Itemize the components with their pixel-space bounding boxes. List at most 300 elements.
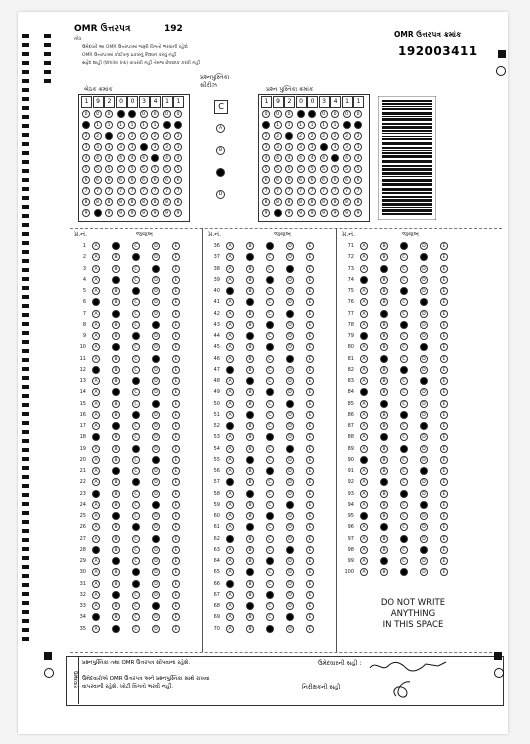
question-number: 46 bbox=[213, 355, 220, 362]
digit-bubble: 8 bbox=[128, 198, 136, 206]
answer-bubble-a: A bbox=[226, 433, 234, 441]
answer-bubble-b bbox=[380, 557, 388, 565]
timing-mark bbox=[22, 106, 29, 110]
digit-bubble: 8 bbox=[262, 198, 270, 206]
answer-bubble-e: E bbox=[440, 456, 448, 464]
digit-bubble: 7 bbox=[262, 187, 270, 195]
digit-bubble: 9 bbox=[331, 209, 339, 217]
digit-bubble: 0 bbox=[82, 110, 90, 118]
digit-bubble: 3 bbox=[117, 143, 125, 151]
timing-mark bbox=[44, 79, 51, 83]
answer-bubble-d bbox=[420, 467, 428, 475]
timing-mark bbox=[22, 187, 29, 191]
answer-bubble-b: B bbox=[246, 310, 254, 318]
timing-mark bbox=[44, 43, 51, 47]
timing-mark bbox=[22, 484, 29, 488]
answer-bubble-e: E bbox=[440, 557, 448, 565]
answer-bubble-c: C bbox=[132, 546, 140, 554]
answer-bubble-e: E bbox=[172, 535, 180, 543]
barcode-bar bbox=[382, 116, 432, 117]
barcode-bar bbox=[382, 165, 432, 167]
timing-mark bbox=[22, 223, 29, 227]
answer-bubble-c: C bbox=[266, 568, 274, 576]
answer-bubble-c bbox=[132, 445, 140, 453]
answer-bubble-c: C bbox=[132, 276, 140, 284]
answer-bubble-e: E bbox=[306, 276, 314, 284]
answer-bubble-d: D bbox=[152, 546, 160, 554]
answer-bubble-b: B bbox=[380, 411, 388, 419]
col1-answer-header: જવાબ bbox=[136, 230, 154, 238]
timing-mark bbox=[22, 250, 29, 254]
answer-bubble-b: B bbox=[380, 568, 388, 576]
answer-bubble-c: C bbox=[132, 355, 140, 363]
digit-bubble: 8 bbox=[163, 198, 171, 206]
answer-bubble-a: A bbox=[360, 265, 368, 273]
answer-bubble-e: E bbox=[172, 433, 180, 441]
answer-bubble-e: E bbox=[440, 265, 448, 273]
question-number: 25 bbox=[79, 513, 86, 519]
answer-bubble-b: B bbox=[246, 433, 254, 441]
answer-bubble-a bbox=[226, 366, 234, 374]
digit-bubble: 5 bbox=[308, 165, 316, 173]
answer-bubble-c: C bbox=[132, 467, 140, 475]
barcode-bar bbox=[382, 136, 432, 137]
question-number: 57 bbox=[213, 479, 220, 486]
digit-bubble: 5 bbox=[174, 165, 182, 173]
answer-bubble-c: C bbox=[132, 343, 140, 351]
answer-bubble-b bbox=[112, 388, 120, 396]
digit-bubble: 8 bbox=[343, 198, 351, 206]
answer-bubble-e: E bbox=[440, 422, 448, 430]
digit-bubble: 9 bbox=[163, 209, 171, 217]
answer-bubble-c: C bbox=[400, 546, 408, 554]
question-number: 17 bbox=[79, 423, 86, 429]
question-number: 86 bbox=[347, 411, 354, 418]
answer-bubble-d: D bbox=[152, 591, 160, 599]
answer-bubble-d: D bbox=[286, 557, 294, 565]
answer-bubble-b bbox=[246, 377, 254, 385]
digit-bubble: 8 bbox=[331, 198, 339, 206]
timing-mark bbox=[22, 358, 29, 362]
answer-bubble-e: E bbox=[440, 253, 448, 261]
answer-bubble-d: D bbox=[286, 433, 294, 441]
question-number: 30 bbox=[79, 569, 86, 576]
timing-mark bbox=[22, 376, 29, 380]
timing-mark bbox=[22, 214, 29, 218]
answer-bubble-c: C bbox=[400, 355, 408, 363]
question-number: 12 bbox=[79, 366, 86, 373]
digit-bubble: 8 bbox=[151, 198, 159, 206]
timing-mark bbox=[22, 142, 29, 146]
barcode-bar bbox=[382, 118, 432, 121]
digit-bubble: 4 bbox=[274, 154, 282, 162]
digit-bubble: 5 bbox=[320, 165, 328, 173]
timing-mark bbox=[22, 268, 29, 272]
timing-mark bbox=[22, 502, 29, 506]
answer-bubble-c: C bbox=[266, 310, 274, 318]
answer-bubble-a: A bbox=[92, 242, 100, 250]
timing-mark bbox=[22, 493, 29, 497]
answer-bubble-c bbox=[400, 568, 408, 576]
answer-bubble-e: E bbox=[440, 501, 448, 509]
digit-bubble: 6 bbox=[117, 176, 125, 184]
timing-mark bbox=[22, 70, 29, 74]
question-number: 89 bbox=[347, 445, 354, 452]
answer-bubble-a: A bbox=[226, 276, 234, 284]
answer-bubble-d: D bbox=[286, 591, 294, 599]
answer-bubble-e: E bbox=[440, 467, 448, 475]
answer-bubble-a: A bbox=[360, 422, 368, 430]
digit-bubble: 7 bbox=[94, 187, 102, 195]
timing-mark bbox=[22, 331, 29, 335]
answer-bubble-d: D bbox=[152, 343, 160, 351]
question-number: 48 bbox=[213, 378, 220, 384]
digit-bubble: 5 bbox=[94, 165, 102, 173]
digit-bubble bbox=[128, 110, 136, 118]
digit-bubble: 6 bbox=[82, 176, 90, 184]
answer-bubble-a: A bbox=[92, 557, 100, 565]
answer-bubble-a: A bbox=[360, 557, 368, 565]
answer-bubble-b: B bbox=[246, 276, 254, 284]
answer-bubble-c bbox=[266, 512, 274, 520]
digit-bubble: 7 bbox=[297, 187, 305, 195]
timing-mark bbox=[22, 565, 29, 569]
answer-bubble-b: B bbox=[112, 400, 120, 408]
question-number: 15 bbox=[79, 400, 86, 407]
answer-bubble-c bbox=[132, 411, 140, 419]
digit-bubble: 6 bbox=[308, 176, 316, 184]
answer-bubble-d: D bbox=[286, 366, 294, 374]
answer-bubble-e: E bbox=[306, 613, 314, 621]
answer-bubble-a: A bbox=[92, 580, 100, 588]
digit-bubble: 9 bbox=[297, 209, 305, 217]
answer-bubble-a: A bbox=[226, 242, 234, 250]
series-value: C bbox=[214, 100, 228, 114]
answer-bubble-d bbox=[420, 377, 428, 385]
answer-bubble-d: D bbox=[420, 287, 428, 295]
digit-bubble: 9 bbox=[105, 209, 113, 217]
digit-bubble: 4 bbox=[354, 154, 362, 162]
timing-mark bbox=[22, 403, 29, 407]
answer-bubble-a: A bbox=[92, 456, 100, 464]
answer-bubble-e: E bbox=[440, 377, 448, 385]
answer-bubble-c: C bbox=[132, 456, 140, 464]
answer-bubble-a: A bbox=[360, 546, 368, 554]
answer-bubble-d: D bbox=[420, 490, 428, 498]
answer-bubble-b: B bbox=[246, 546, 254, 554]
answer-bubble-e: E bbox=[440, 445, 448, 453]
sheet-title: OMR ઉત્તરપત્ર bbox=[74, 24, 131, 34]
answer-bubble-c: C bbox=[266, 490, 274, 498]
answer-bubble-b: B bbox=[380, 377, 388, 385]
digit-bubble: 6 bbox=[163, 176, 171, 184]
answer-bubble-a bbox=[226, 287, 234, 295]
digit-bubble bbox=[262, 121, 270, 129]
answer-bubble-d bbox=[420, 343, 428, 351]
answer-bubble-d: D bbox=[286, 580, 294, 588]
col3-answer-header: જવાબ bbox=[402, 230, 420, 238]
question-number: 33 bbox=[79, 603, 86, 609]
digit-box: 1 bbox=[342, 96, 353, 108]
answer-bubble-e: E bbox=[440, 512, 448, 520]
timing-mark bbox=[22, 340, 29, 344]
digit-bubble: 5 bbox=[331, 165, 339, 173]
timing-mark bbox=[22, 430, 29, 434]
barcode-bar bbox=[382, 100, 432, 102]
digit-bubble: 0 bbox=[94, 110, 102, 118]
answer-bubble-b: B bbox=[112, 478, 120, 486]
barcode-bar bbox=[382, 142, 432, 145]
question-number: 14 bbox=[79, 389, 86, 396]
answer-bubble-a: A bbox=[92, 478, 100, 486]
timing-mark bbox=[22, 610, 29, 614]
digit-bubble: 5 bbox=[128, 165, 136, 173]
digit-bubble: 6 bbox=[105, 176, 113, 184]
answer-bubble-c: C bbox=[400, 456, 408, 464]
digit-bubble: 3 bbox=[82, 143, 90, 151]
question-number: 92 bbox=[347, 479, 354, 486]
answer-bubble-c: C bbox=[132, 400, 140, 408]
digit-bubble: 6 bbox=[343, 176, 351, 184]
answer-bubble-a bbox=[92, 546, 100, 554]
answer-bubble-e: E bbox=[306, 366, 314, 374]
question-number: 49 bbox=[213, 389, 220, 396]
answer-bubble-a: A bbox=[360, 490, 368, 498]
question-number: 52 bbox=[213, 423, 220, 429]
answer-bubble-e: E bbox=[172, 400, 180, 408]
question-number: 44 bbox=[213, 333, 220, 339]
answer-bubble-a: A bbox=[360, 343, 368, 351]
question-number: 43 bbox=[213, 321, 220, 328]
answer-bubble-a: A bbox=[92, 355, 100, 363]
digit-bubble bbox=[297, 110, 305, 118]
answer-bubble-b bbox=[112, 343, 120, 351]
answer-bubble-c: C bbox=[132, 501, 140, 509]
answer-bubble-e: E bbox=[172, 467, 180, 475]
digit-box: 1 bbox=[261, 96, 272, 108]
answer-bubble-e: E bbox=[172, 298, 180, 306]
answer-bubble-c: C bbox=[266, 377, 274, 385]
answer-bubble-d: D bbox=[152, 433, 160, 441]
answer-bubble-e: E bbox=[172, 310, 180, 318]
answer-bubble-e: E bbox=[306, 535, 314, 543]
timing-mark bbox=[22, 241, 29, 245]
answer-bubble-e: E bbox=[306, 467, 314, 475]
digit-bubble: 8 bbox=[285, 198, 293, 206]
answer-bubble-a: A bbox=[92, 501, 100, 509]
question-number: 80 bbox=[347, 344, 354, 351]
answer-bubble-b: B bbox=[112, 433, 120, 441]
question-number: 41 bbox=[213, 299, 220, 306]
digit-bubble: 4 bbox=[174, 154, 182, 162]
answer-bubble-b: B bbox=[246, 467, 254, 475]
answer-bubble-b: B bbox=[246, 388, 254, 396]
answer-bubble-b: B bbox=[380, 445, 388, 453]
question-number: 65 bbox=[213, 569, 220, 576]
timing-mark bbox=[44, 70, 51, 74]
answer-bubble-b: B bbox=[112, 580, 120, 588]
digit-bubble: 5 bbox=[163, 165, 171, 173]
answer-bubble-b: B bbox=[112, 501, 120, 509]
answer-bubble-b: B bbox=[112, 287, 120, 295]
question-number: 31 bbox=[79, 580, 86, 587]
answer-bubble-e: E bbox=[172, 456, 180, 464]
question-number: 50 bbox=[213, 400, 220, 407]
answer-bubble-e: E bbox=[306, 355, 314, 363]
question-number: 97 bbox=[347, 535, 354, 542]
answer-bubble-b: B bbox=[246, 625, 254, 633]
answer-bubble-d: D bbox=[152, 411, 160, 419]
digit-bubble bbox=[105, 132, 113, 140]
barcode-bar bbox=[382, 192, 432, 194]
answer-bubble-c: C bbox=[266, 613, 274, 621]
digit-bubble: 6 bbox=[285, 176, 293, 184]
answer-bubble-d: D bbox=[420, 242, 428, 250]
answer-bubble-d bbox=[420, 253, 428, 261]
answer-bubble-d: D bbox=[420, 523, 428, 531]
digit-bubble bbox=[343, 121, 351, 129]
series-label: પ્રશ્નપુસ્તિકા સીરીઝ bbox=[200, 74, 230, 89]
answer-bubble-d: D bbox=[286, 535, 294, 543]
answer-bubble-d: D bbox=[152, 523, 160, 531]
digit-bubble: 9 bbox=[151, 209, 159, 217]
answer-bubble-c: C bbox=[400, 433, 408, 441]
col2-qno-header: પ્ર.નં. bbox=[208, 230, 222, 238]
answer-bubble-d: D bbox=[152, 310, 160, 318]
answer-bubble-d bbox=[420, 546, 428, 554]
answer-bubble-e: E bbox=[306, 456, 314, 464]
digit-box: 3 bbox=[139, 96, 150, 108]
answer-bubble-b: B bbox=[246, 613, 254, 621]
answer-bubble-c: C bbox=[400, 422, 408, 430]
digit-bubble: 2 bbox=[343, 132, 351, 140]
question-number: 10 bbox=[79, 344, 86, 351]
omr-answer-sheet bbox=[18, 12, 508, 734]
answer-bubble-b: B bbox=[380, 512, 388, 520]
digit-bubble: 2 bbox=[354, 132, 362, 140]
digit-bubble: 2 bbox=[274, 132, 282, 140]
answer-bubble-d: D bbox=[420, 557, 428, 565]
answer-bubble-c: C bbox=[132, 557, 140, 565]
timing-mark bbox=[44, 52, 51, 56]
col3-qno-header: પ્ર.નં. bbox=[342, 230, 356, 238]
answer-bubble-d: D bbox=[286, 287, 294, 295]
answer-bubble-e: E bbox=[306, 310, 314, 318]
digit-bubble: 7 bbox=[128, 187, 136, 195]
answer-bubble-b: B bbox=[380, 490, 388, 498]
answer-bubble-a: A bbox=[92, 287, 100, 295]
answer-bubble-b: B bbox=[246, 265, 254, 273]
answer-bubble-c bbox=[132, 478, 140, 486]
answer-bubble-e: E bbox=[440, 411, 448, 419]
timing-mark bbox=[22, 88, 29, 92]
digit-bubble: 3 bbox=[308, 143, 316, 151]
barcode-bar bbox=[382, 172, 432, 175]
question-number: 73 bbox=[347, 265, 354, 272]
question-number: 22 bbox=[79, 479, 86, 486]
barcode-bar bbox=[382, 213, 432, 215]
digit-bubble: 7 bbox=[117, 187, 125, 195]
answer-bubble-a: A bbox=[92, 625, 100, 633]
code-top: 192 bbox=[164, 24, 183, 34]
answer-bubble-c: C bbox=[132, 310, 140, 318]
question-number: 53 bbox=[213, 434, 220, 441]
answer-bubble-e: E bbox=[440, 478, 448, 486]
answer-bubble-d: D bbox=[420, 276, 428, 284]
answer-bubble-c bbox=[132, 580, 140, 588]
answer-bubble-e: E bbox=[172, 366, 180, 374]
timing-mark bbox=[22, 628, 29, 632]
answer-bubble-e: E bbox=[172, 445, 180, 453]
barcode-bar bbox=[382, 183, 432, 186]
question-number: 94 bbox=[347, 501, 354, 508]
answer-bubble-e: E bbox=[306, 265, 314, 273]
answer-bubble-b bbox=[112, 276, 120, 284]
digit-bubble: 7 bbox=[343, 187, 351, 195]
digit-bubble: 2 bbox=[308, 132, 316, 140]
answer-bubble-a bbox=[360, 332, 368, 340]
answer-bubble-a: A bbox=[360, 445, 368, 453]
answer-bubble-a bbox=[360, 456, 368, 464]
answer-bubble-b: B bbox=[380, 535, 388, 543]
answer-bubble-b: B bbox=[380, 456, 388, 464]
digit-bubble: 0 bbox=[285, 110, 293, 118]
question-number: 26 bbox=[79, 524, 86, 531]
digit-bubble: 4 bbox=[163, 154, 171, 162]
timing-mark bbox=[22, 304, 29, 308]
answer-bubble-e: E bbox=[440, 287, 448, 295]
answer-bubble-e: E bbox=[306, 343, 314, 351]
answer-bubble-a: A bbox=[360, 433, 368, 441]
barcode-bar bbox=[382, 176, 432, 177]
question-number: 59 bbox=[213, 501, 220, 508]
answer-bubble-e: E bbox=[172, 321, 180, 329]
answer-bubble-d bbox=[152, 456, 160, 464]
answer-bubble-d: D bbox=[420, 310, 428, 318]
answer-bubble-d: D bbox=[152, 242, 160, 250]
digit-bubble: 2 bbox=[297, 132, 305, 140]
answer-bubble-e: E bbox=[172, 276, 180, 284]
answer-bubble-d: D bbox=[286, 523, 294, 531]
digit-bubble: 4 bbox=[82, 154, 90, 162]
answer-bubble-c: C bbox=[266, 265, 274, 273]
answer-bubble-c: C bbox=[266, 501, 274, 509]
answer-bubble-a bbox=[226, 580, 234, 588]
digit-bubble: 4 bbox=[297, 154, 305, 162]
series-bubble-c bbox=[216, 168, 225, 177]
answer-bubble-a: A bbox=[226, 501, 234, 509]
answer-bubble-a: A bbox=[92, 400, 100, 408]
answer-bubble-b: B bbox=[380, 422, 388, 430]
answer-bubble-d bbox=[286, 546, 294, 554]
question-number: 61 bbox=[213, 524, 220, 531]
answer-bubble-d: D bbox=[152, 625, 160, 633]
answer-bubble-b: B bbox=[246, 343, 254, 351]
answer-bubble-b bbox=[112, 467, 120, 475]
timing-mark bbox=[22, 466, 29, 470]
answer-bubble-c bbox=[400, 287, 408, 295]
answer-bubble-d bbox=[152, 355, 160, 363]
answer-bubble-b bbox=[380, 310, 388, 318]
corner-mark bbox=[498, 50, 506, 58]
answer-bubble-d bbox=[420, 501, 428, 509]
digit-bubble: 0 bbox=[274, 110, 282, 118]
question-number: 37 bbox=[213, 254, 220, 261]
answer-bubble-e: E bbox=[172, 568, 180, 576]
answer-bubble-e: E bbox=[306, 478, 314, 486]
answer-bubble-d: D bbox=[286, 478, 294, 486]
answer-bubble-b: B bbox=[112, 355, 120, 363]
